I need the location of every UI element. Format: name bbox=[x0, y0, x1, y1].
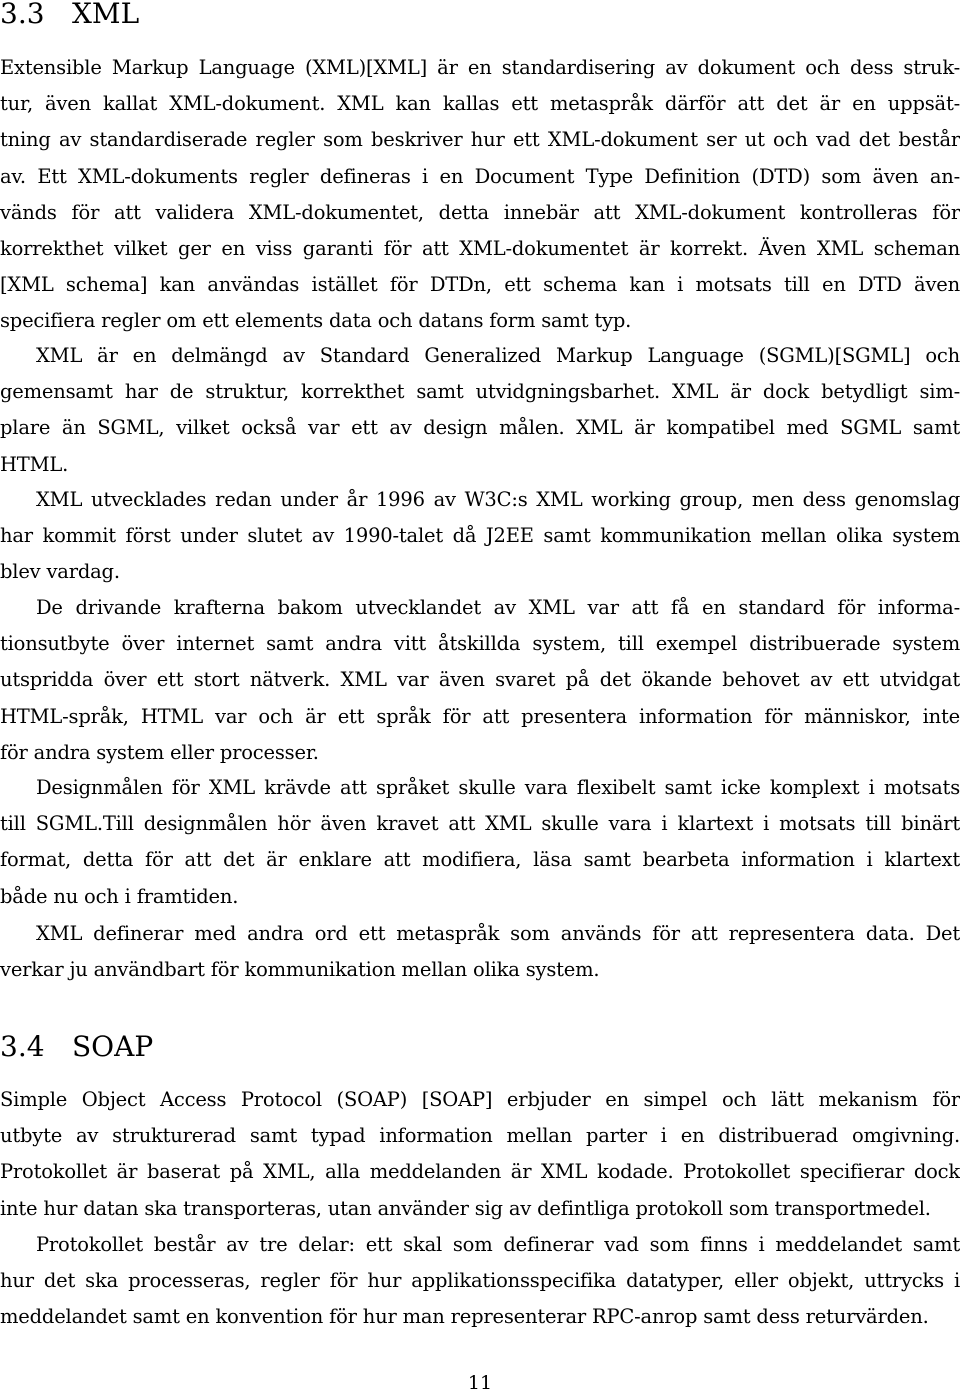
text-line: tning av standardiserade regler som beskriver hur ett XML-dokument ser ut och vad det består bbox=[0, 128, 960, 152]
text-line: format, detta för att det är enklare att modifiera, läsa samt bearbeta information i klartext bbox=[0, 848, 960, 872]
section-number: 3.4 bbox=[0, 1030, 45, 1063]
paragraph-soap-intro bbox=[0, 1082, 960, 1227]
paragraph-xml-drivers bbox=[0, 590, 960, 771]
text-line: har kommit först under slutet av 1990-talet då J2EE samt kommunikation mellan olika system bbox=[0, 524, 960, 548]
section-number: 3.3 bbox=[0, 0, 45, 30]
paragraph-xml-design-goals bbox=[0, 770, 960, 915]
text-line: gemensamt har de struktur, korrekthet samt utvidgningsbarhet. XML är dock betydligt sim- bbox=[0, 380, 960, 404]
section-heading-xml bbox=[0, 0, 139, 30]
section-heading-soap bbox=[0, 1031, 153, 1063]
text-line: utbyte av strukturerad samt typad information mellan parter i en distribuerad omgivning. bbox=[0, 1124, 960, 1148]
text-line: XML definerar med andra ord ett metaspråk som används för att representera data. Det bbox=[36, 922, 960, 945]
text-line: blev vardag. bbox=[0, 560, 120, 584]
text-line: inte hur datan ska transporteras, utan använder sig av defintliga protokoll som transportmedel. bbox=[0, 1196, 931, 1220]
text-line: meddelandet samt en konvention för hur man representerar RPC-anrop samt dess returvärden. bbox=[0, 1305, 929, 1329]
text-line: tionsutbyte över internet samt andra vitt åtskillda system, till exempel distribuerade system bbox=[0, 632, 960, 656]
text-line: Simple Object Access Protocol (SOAP) [SOAP] erbjuder en simpel och lätt mekanism för bbox=[0, 1088, 960, 1111]
text-line: XML är en delmängd av Standard Generalized Markup Language (SGML)[SGML] och bbox=[36, 344, 960, 367]
text-line: både nu och i framtiden. bbox=[0, 884, 239, 908]
text-line: för andra system eller processer. bbox=[0, 740, 319, 764]
text-line: specifiera regler om ett elements data och datans form samt typ. bbox=[0, 309, 632, 333]
text-line: plare än SGML, vilket också var ett av design målen. XML är kompatibel med SGML samt bbox=[0, 416, 960, 440]
paragraph-soap-parts bbox=[0, 1227, 960, 1336]
text-line: hur det ska processeras, regler för hur applikationsspecifika datatyper, eller objekt, uttrycks i bbox=[0, 1269, 960, 1293]
text-line: verkar ju användbart för kommunikation mellan olika system. bbox=[0, 958, 600, 982]
text-line: Protokollet är baserat på XML, alla meddelanden är XML kodade. Protokollet specifierar dock bbox=[0, 1160, 960, 1184]
text-line: Extensible Markup Language (XML)[XML] är en standardisering av dokument och dess struk- bbox=[0, 56, 960, 79]
paragraph-xml-sgml bbox=[0, 338, 960, 483]
paragraph-xml-summary bbox=[0, 916, 960, 988]
paragraph-xml-intro bbox=[0, 50, 960, 340]
text-line: av. Ett XML-dokuments regler defineras i en Document Type Definition (DTD) som även an- bbox=[0, 164, 960, 188]
text-line: vänds för att validera XML-dokumentet, detta innebär att XML-dokument kontrolleras för bbox=[0, 200, 960, 224]
text-line: tur, även kallat XML-dokument. XML kan kallas ett metaspråk därför att det är en uppsät- bbox=[0, 92, 960, 116]
text-line: till SGML.Till designmålen hör även kravet att XML skulle vara i klartext i motsats till binärt bbox=[0, 812, 960, 836]
text-line: utspridda över ett stort nätverk. XML var även svaret på det ökande behovet av ett utvidgat bbox=[0, 668, 960, 692]
text-line: HTML. bbox=[0, 452, 69, 476]
text-line: korrekthet vilket ger en viss garanti för att XML-dokumentet är korrekt. Även XML scheman bbox=[0, 237, 960, 261]
text-line: Designmålen för XML krävde att språket skulle vara flexibelt samt icke komplext i motsats bbox=[36, 776, 960, 799]
paragraph-xml-history bbox=[0, 482, 960, 591]
section-title: SOAP bbox=[72, 1030, 154, 1063]
text-line: XML utvecklades redan under år 1996 av W3C:s XML working group, men dess genomslag bbox=[36, 488, 960, 511]
text-line: Protokollet består av tre delar: ett skal som definerar vad som finns i meddelandet samt bbox=[36, 1233, 960, 1256]
text-line: HTML-språk, HTML var och är ett språk för att presentera information för människor, inte bbox=[0, 704, 960, 728]
page-number: 11 bbox=[467, 1372, 493, 1394]
text-line: [XML schema] kan användas istället för DTDn, ett schema kan i motsats till en DTD även bbox=[0, 273, 960, 297]
section-title: XML bbox=[72, 0, 140, 30]
text-line: De drivande krafterna bakom utvecklandet av XML var att få en standard för informa- bbox=[36, 596, 960, 619]
